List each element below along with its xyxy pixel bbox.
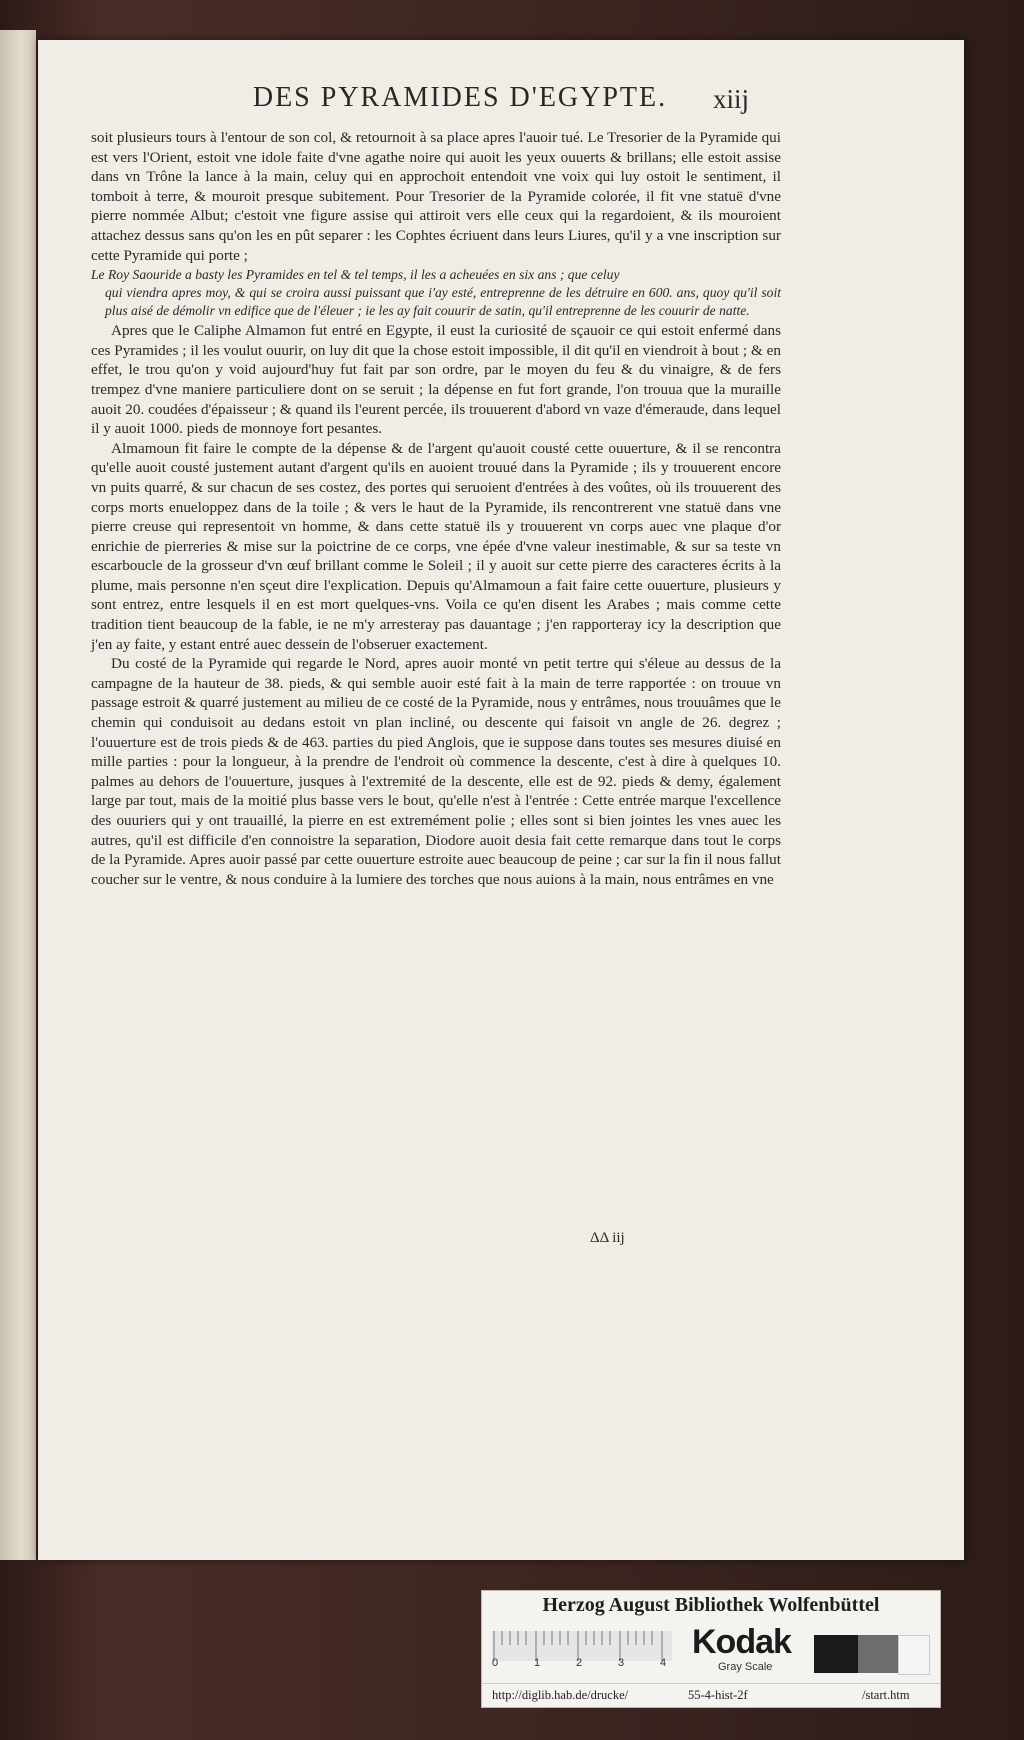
- start-link: /start.htm: [862, 1688, 910, 1702]
- grayscale-label: Gray Scale: [718, 1661, 773, 1673]
- color-target-card: [481, 1590, 941, 1708]
- signature-mark: ΔΔ iij: [590, 1230, 625, 1246]
- adjacent-page-edge: [0, 30, 36, 1560]
- gray-swatch-black: [814, 1635, 858, 1673]
- inscription-line: Le Roy Saouride a basty les Pyramides en tel & tel temps, il les a acheuées en six ans ; que celuy: [91, 267, 620, 283]
- paragraph: Apres que le Caliphe Almamon fut entré en Egypte, il eust la curiosité de sçauoir ce qui estoit enfermé dans ces Pyramides ; il les voulut ouurir, on luy dit que la chose estoit impossible, il dit qu'il en viendroit à bout ; & en effet, le trou qu'on y void aujourd'huy fut fait par son ordre, par le moyen du feu & du vinaigre, & de fers trempez d'vne maniere particuliere dont on se seruit ; la dépense en fut fort grande, l'on trouua que la muraille auoit 20. coudées d'épaisseur ; & quand ils l'eurent percée, ils trouuerent d'abord vn vaze d'émeraude, dans lequel il y auoit 1000. pieds de monnoye fort pesantes.: [91, 322, 781, 438]
- gray-swatch-white: [898, 1635, 930, 1675]
- running-head: DES PYRAMIDES D'EGYPTE.: [252, 82, 668, 113]
- ruler-label: 0: [492, 1657, 499, 1669]
- folio-number: xiij: [713, 84, 750, 114]
- paragraph: soit plusieurs tours à l'entour de son col, & retournoit à sa place apres l'auoir tué. Le Tresorier de la Pyramide qui est vers l'Orient, estoit vne idole faite d'vne agathe noire qui auoit les yeux ouuerts & brillans; elle estoit assise dans vn Trône la lance à la main, celuy qui en approchoit entendoit vne voix qui luy ostoit le sentiment, il tomboit à terre, & mouroit presque subitement. Pour Tresorier de la Pyramide colorée, il fit vne statuë d'vne pierre nommée Albut; c'estoit vne figure assise qui attiroit vers elle ceux qui la regardoient, & ils mouroient attachez dessus sans qu'on les en pût separer : les Cophtes écriuent dans leurs Liures, qu'il y a vne inscription sur cette Pyramide qui porte ;: [91, 129, 781, 264]
- ruler-label: 3: [618, 1657, 625, 1669]
- kodak-logo: Kodak: [692, 1623, 791, 1661]
- ruler-label: 1: [534, 1657, 541, 1669]
- gray-swatch-mid: [858, 1635, 898, 1673]
- digital-library-url: http://diglib.hab.de/drucke/: [492, 1688, 629, 1702]
- inscription-line: qui viendra apres moy, & qui se croira aussi puissant que i'ay esté, entreprenne de les détruire en 600. ans, quoy qu'il soit plus aisé de démolir vn edifice que de l'éleuer ; ie les ay fait couurir de satin, qu'il entreprenne de les couurir de natte.: [105, 285, 781, 319]
- ruler-label: 2: [576, 1657, 583, 1669]
- page-text: [91, 128, 781, 889]
- ruler-label: 4: [660, 1657, 667, 1669]
- target-footer: [482, 1683, 940, 1706]
- library-title: Herzog August Bibliothek Wolfenbüttel: [542, 1594, 880, 1616]
- paragraph: Almamoun fit faire le compte de la dépense & de l'argent qu'auoit cousté cette ouuerture, & il se rencontra qu'elle auoit cousté justement autant d'argent qu'ils en auoient trouué dans la Pyramide ; ils y trouuerent encore vn puits quarré, & sur chacun de ses costez, des portes qui seruoient d'entrées à des voûtes, où ils trouuerent des corps morts enueloppez dans de la toile ; & vers le haut de la Pyramide, ils rencontrerent vne statuë dans vne pierre creuse qui representoit vn homme, & dans cette statuë ils y trouuerent vn corps auec vne plaque d'or enrichie de pierreries & mise sur la poictrine de ce corps, vne épée d'vne valeur inestimable, & sur sa teste vn escarboucle de la grosseur d'vn œuf brillant comme le Soleil ; il y auoit sur cette pierre des caracteres écrits à la plume, mais personne n'en sçeut dire l'explication. Depuis qu'Almamoun a fait faire cette ouuerture, plusieurs y sont entrez, entre lesquels il en est mort quelques-vns. Voila ce qu'en disent les Arabes ; mais comme cette tradition tient beaucoup de la fable, ie ne m'y arresteray pas dauantage ; j'en rapporteray icy la description que j'en ay faite, y estant entré auec dessein de l'obseruer exactement.: [91, 439, 781, 653]
- shelfmark: 55-4-hist-2f: [688, 1688, 748, 1702]
- paragraph: Du costé de la Pyramide qui regarde le Nord, apres auoir monté vn petit tertre qui s'éleue au dessus de la campagne de la hauteur de 38. pieds, & qui semble auoir esté fait à la main de terre rapportée : on trouue vn passage estroit & quarré justement au milieu de ce costé de la Pyramide, nous y entrâmes, nous trouuâmes que le chemin qui conduisoit au dedans estoit vn plan incliné, ou descente qui faisoit vn angle de 26. degrez ; l'ouuerture est de trois pieds & de 463. parties du pied Anglois, que ie suppose dans toutes ses mesures diuisé en mille parties : pour la longueur, à la prendre de l'endroit où commence la descente, c'est à dire à quelques 10. palmes au dehors de l'ouuerture, jusques à l'extremité de la descente, elle est de 92. pieds & demy, également large par tout, mais de la moitié plus basse vers le bout, qu'elle n'est à l'entrée : Cette entrée marque l'excellence des ouuriers qui y ont trauaillé, la pierre en est extremément polie ; elles sont si bien jointes les vnes auec les autres, qu'il est difficile d'en connoistre la separation, Diodore auoit desia fait cette remarque dans tout le corps de la Pyramide. Apres auoir passé par cette ouuerture estroite auec beaucoup de peine ; car sur la fin il nous fallut coucher sur le ventre, & nous conduire à la lumiere des torches que nous auions à la main, nous entrâmes en vne: [91, 655, 781, 888]
- inscription-quote: [91, 266, 781, 320]
